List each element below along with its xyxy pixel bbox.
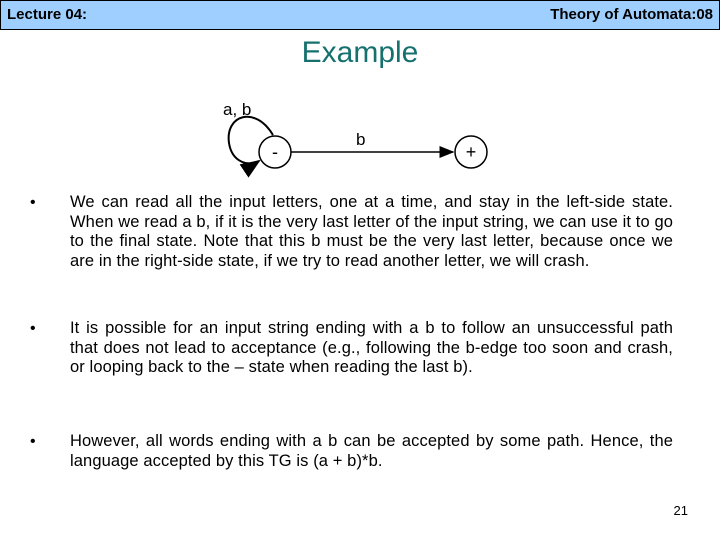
bullet-text-2: It is possible for an input string ending with a b to follow an unsuccessful path that does not lead to acceptance (e.g., following the b-edge too soon and crash, or looping back to the – state when reading the last b). xyxy=(70,319,673,376)
bullet-item-3 xyxy=(30,432,673,471)
edge-label: b xyxy=(356,130,366,149)
slide-title: Example xyxy=(301,36,419,69)
start-state-label: - xyxy=(272,142,278,162)
bullet-item-1 xyxy=(30,193,673,271)
bullet-dot: • xyxy=(30,433,36,450)
bullet-dot: • xyxy=(30,320,36,337)
lecture-label: Lecture 04: xyxy=(7,6,88,23)
bullet-text-3: However, all words ending with a b can be accepted by some path. Hence, the language accepted by this TG is (a + b)*b. xyxy=(70,432,673,470)
transition-graph xyxy=(215,95,505,180)
bullet-dot: • xyxy=(30,194,36,211)
final-state-label: + xyxy=(465,142,477,162)
course-label: Theory of Automata:08 xyxy=(550,6,713,23)
bullet-text-1: We can read all the input letters, one at a time, and stay in the left-side state. When we read a b, if it is the very last letter of the input string, we can use it to go to the final state. Note that this b must be the very last letter, because once we are in the right-side state, if we try to read another letter, we will crash. xyxy=(70,193,673,270)
loop-label: a, b xyxy=(223,100,252,119)
slide-header xyxy=(0,0,720,30)
page-number: 21 xyxy=(673,503,688,518)
bullet-item-2 xyxy=(30,319,673,378)
